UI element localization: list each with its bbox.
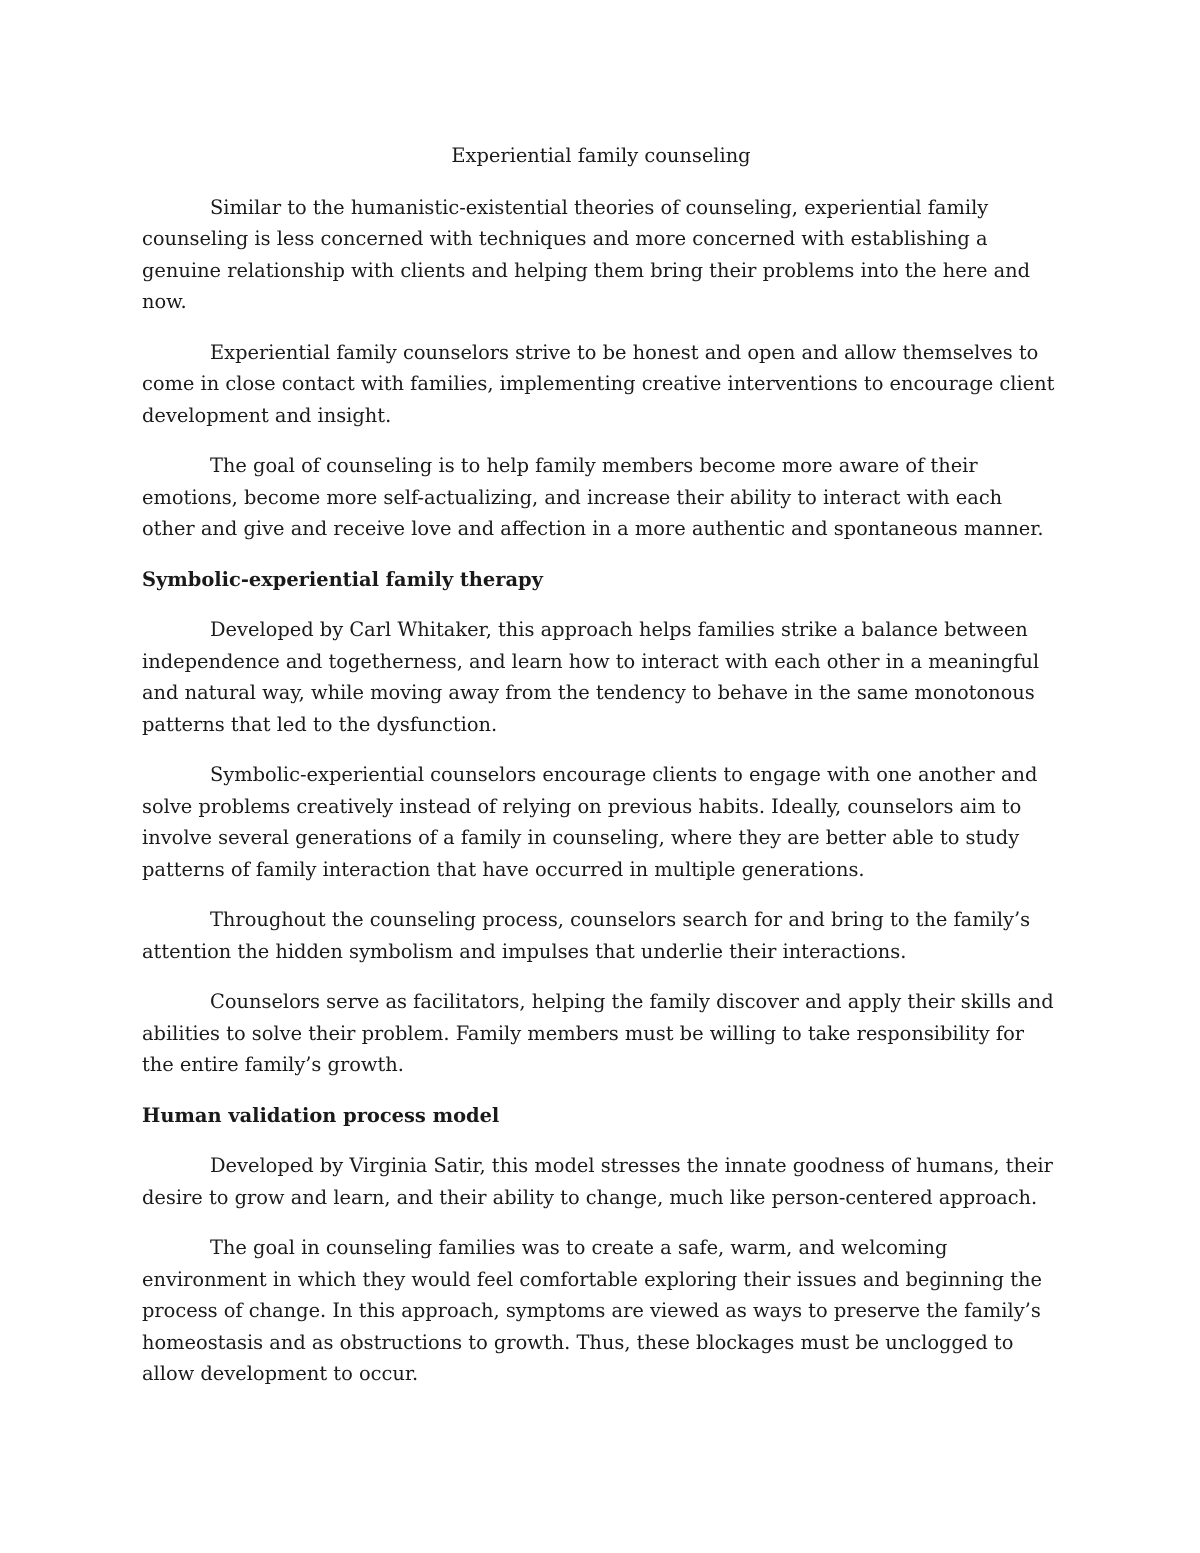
document-body bbox=[142, 140, 1060, 1409]
intro-paragraph-2: Experiential family counselors strive to be honest and open and allow themselves to come in close contact with families, implementing creative interventions to encourage client development and insight. bbox=[142, 340, 1055, 427]
section-heading-symbolic-experiential: Symbolic-experiential family therapy bbox=[142, 567, 543, 591]
document-title: Experiential family counseling bbox=[451, 144, 751, 167]
validation-paragraph-1: Developed by Virginia Satir, this model stresses the innate goodness of humans, their desire to grow and learn, and their ability to change, much like person-centered approach. bbox=[142, 1154, 1053, 1209]
symbolic-paragraph-2: Symbolic-experiential counselors encourage clients to engage with one another and solve problems creatively instead of relying on previous habits. Ideally, counselors aim to involve several generations of a family in counseling, where they are better able to study patterns of family interaction that have occurred in multiple generations. bbox=[142, 763, 1038, 881]
symbolic-paragraph-4: Counselors serve as facilitators, helping the family discover and apply their skills and abilities to solve their problem. Family members must be willing to take responsibility for the entire family’s growth. bbox=[142, 990, 1054, 1076]
symbolic-paragraph-1: Developed by Carl Whitaker, this approach helps families strike a balance between independence and togetherness, and learn how to interact with each other in a meaningful and natural way, while moving away from the tendency to behave in the same monotonous patterns that led to the dysfunction. bbox=[142, 618, 1040, 736]
symbolic-paragraph-3: Throughout the counseling process, counselors search for and bring to the family’s attention the hidden symbolism and impulses that underlie their interactions. bbox=[142, 908, 1031, 963]
validation-paragraph-2: The goal in counseling families was to create a safe, warm, and welcoming environment in which they would feel comfortable exploring their issues and beginning the process of change. In this approach, symptoms are viewed as ways to preserve the family’s homeostasis and as obstructions to growth. Thus, these blockages must be unclogged to allow development to occur. bbox=[142, 1236, 1042, 1385]
intro-paragraph-1: Similar to the humanistic-existential theories of counseling, experiential family counseling is less concerned with techniques and more concerned with establishing a genuine relationship with clients and helping them bring their problems into the here and now. bbox=[142, 195, 1031, 313]
intro-paragraph-3: The goal of counseling is to help family members become more aware of their emotions, become more self-actualizing, and increase their ability to interact with each other and give and receive love and affection in a more authentic and spontaneous manner. bbox=[142, 454, 1044, 540]
section-heading-human-validation: Human validation process model bbox=[142, 1103, 500, 1127]
